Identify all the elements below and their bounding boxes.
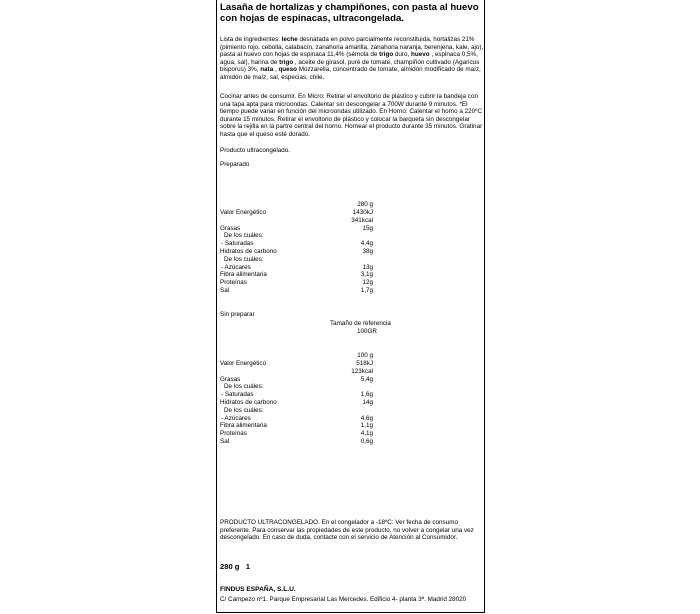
ingredient-text: , espinaca 0,5%, agua, sal), harina de xyxy=(220,51,478,66)
product-label xyxy=(216,0,485,613)
nutrient-value: 518kJ xyxy=(356,360,373,367)
nutrient-label: Hidratos de carbono xyxy=(220,399,277,406)
nutrient-value: 4,6g xyxy=(360,414,373,422)
product-title: Lasaña de hortalizas y champiñones, con pasta al huevo con hojas de espinacas, ultracongelada. xyxy=(220,2,479,24)
nutrient-label: - Saturadas xyxy=(221,391,254,399)
nutrient-label: - Azúcares xyxy=(221,263,251,271)
nutrient-value: 1430kJ xyxy=(352,209,373,216)
nutrient-label: De los cuáles: xyxy=(224,383,264,391)
nutrient-label: Valor Energético xyxy=(220,209,267,216)
nutrient-value: 4,4g xyxy=(360,240,373,248)
allergen-highlight: trigo xyxy=(279,58,294,66)
ingredient-text: , xyxy=(273,66,279,74)
prepared-heading: Preparado xyxy=(220,161,250,168)
nutrient-value: 38g xyxy=(362,248,373,255)
company-address: C/ Campezo nº1. Parque Empresarial Las Mercedes. Edificio 4- planta 3ª. Madrid 28020 xyxy=(220,596,467,603)
ingredient-text: , aceite de girasol, puré de tomate, champiñón cultivado (Agaricus bisporus) 3%, xyxy=(220,58,480,74)
nutrient-label: Grasas xyxy=(220,224,241,232)
nutrient-label: De los cuáles: xyxy=(224,406,264,414)
nutrient-value: 1,6g xyxy=(360,391,373,399)
nutrient-label: De los cuáles: xyxy=(224,232,264,240)
nutrient-value: 4,1g xyxy=(360,430,373,438)
nutrient-label: Proteínas xyxy=(220,430,247,438)
nutrient-value: 0,6g xyxy=(360,438,373,445)
net-weight-value: 280 g xyxy=(220,562,240,571)
nutrient-value: 14g xyxy=(362,399,373,406)
preparation-instructions: Cocinar antes de consumir. En Micro: Retirar el envoltorio de plástico y cubrir la bandeja con una tapa apta para microondas. Calentar sin descongelar a 700W durante 9 minutos. *El tiempo puede variar en función del microondas utilizado. En Horno: Calentar el horno a 220ºC durante 15 minutos. Retirar el envoltorio de plástico y colocar la barqueta sin descongelar sobre la rejilla en la partre central del horno. Hornear el producto durante 35 minutos. Gratinar hasta que el queso esté dorado. xyxy=(220,93,483,138)
nutrient-value: 12g xyxy=(362,279,373,287)
net-weight xyxy=(220,562,250,571)
nutrient-value: 13g xyxy=(362,263,373,271)
nutrient-value: 1,7g xyxy=(360,287,373,294)
nutrient-label: Proteínas xyxy=(220,279,247,287)
nutrient-value: 341kcal xyxy=(351,216,373,224)
allergen-highlight: trigo xyxy=(379,51,394,59)
ingredients-list xyxy=(220,36,484,82)
ingredients-lead: Lista de ingredientes: xyxy=(220,36,280,43)
nutrient-label: Fibra alimentaria xyxy=(220,422,267,430)
unit-count: 1 xyxy=(245,562,250,571)
portion-size: 280 g xyxy=(357,201,373,208)
ingredient-text: duro, xyxy=(393,51,412,59)
nutrient-label: De los cuáles: xyxy=(224,255,264,263)
allergen-highlight: nata xyxy=(260,66,274,74)
nutrient-label: Hidratos de carbono xyxy=(220,248,277,255)
allergen-highlight: queso xyxy=(278,66,297,74)
nutrient-label: - Azúcares xyxy=(221,414,251,422)
nutrient-label: - Saturadas xyxy=(221,240,254,248)
unprepared-heading: Sin preparar xyxy=(220,311,255,318)
reference-size-label: Tamaño de referencia xyxy=(330,320,391,327)
allergen-highlight: huevo xyxy=(411,51,430,59)
nutrient-value: 5,4g xyxy=(360,375,373,383)
ingredient-text: desnatada en polvo parcialmente reconstituida, hortalizas 21% (pimiento rojo, cebolla, calabacín, zanahoria amarilla, zanahoria naranja, berenjena, kale, ajo), pasta al huevo con hojas de espinaca 11,4% (sémola de xyxy=(220,36,484,59)
nutrient-label: Sal xyxy=(220,438,230,445)
nutrient-label: Sal xyxy=(220,287,230,294)
portion-size: 100 g xyxy=(357,352,373,359)
nutrient-value: 1,1g xyxy=(360,422,373,430)
storage-instructions: PRODUCTO ULTRACONGELADO. En el congelador a -18ºC: Ver fecha de consumo preferente. Para conservar las propiedades de este producto, no volver a congelar una vez descongelado. En caso de duda, contacte con el servicio de Atención al Consumidor. xyxy=(220,519,474,542)
allergen-highlight: leche xyxy=(281,36,298,43)
nutrient-label: Fibra alimentaria xyxy=(220,271,267,279)
nutrient-value: 123kcal xyxy=(351,367,373,375)
company-name: FINDUS ESPAÑA, S.L.U. xyxy=(220,586,296,593)
ingredients-text xyxy=(220,36,483,81)
ingredient-text: Mozzarella, concentrado de tomate, almidón modificado de maíz, almidón de maíz, sal, especias, chile. xyxy=(220,66,481,81)
nutrient-value: 15g xyxy=(362,224,373,232)
nutrient-value: 3,1g xyxy=(360,271,373,279)
reference-size-value: 100GR xyxy=(357,328,377,335)
nutrient-label: Valor Energético xyxy=(220,360,267,367)
nutrient-label: Grasas xyxy=(220,375,241,383)
product-note: Producto ultracongelado. xyxy=(220,147,291,154)
